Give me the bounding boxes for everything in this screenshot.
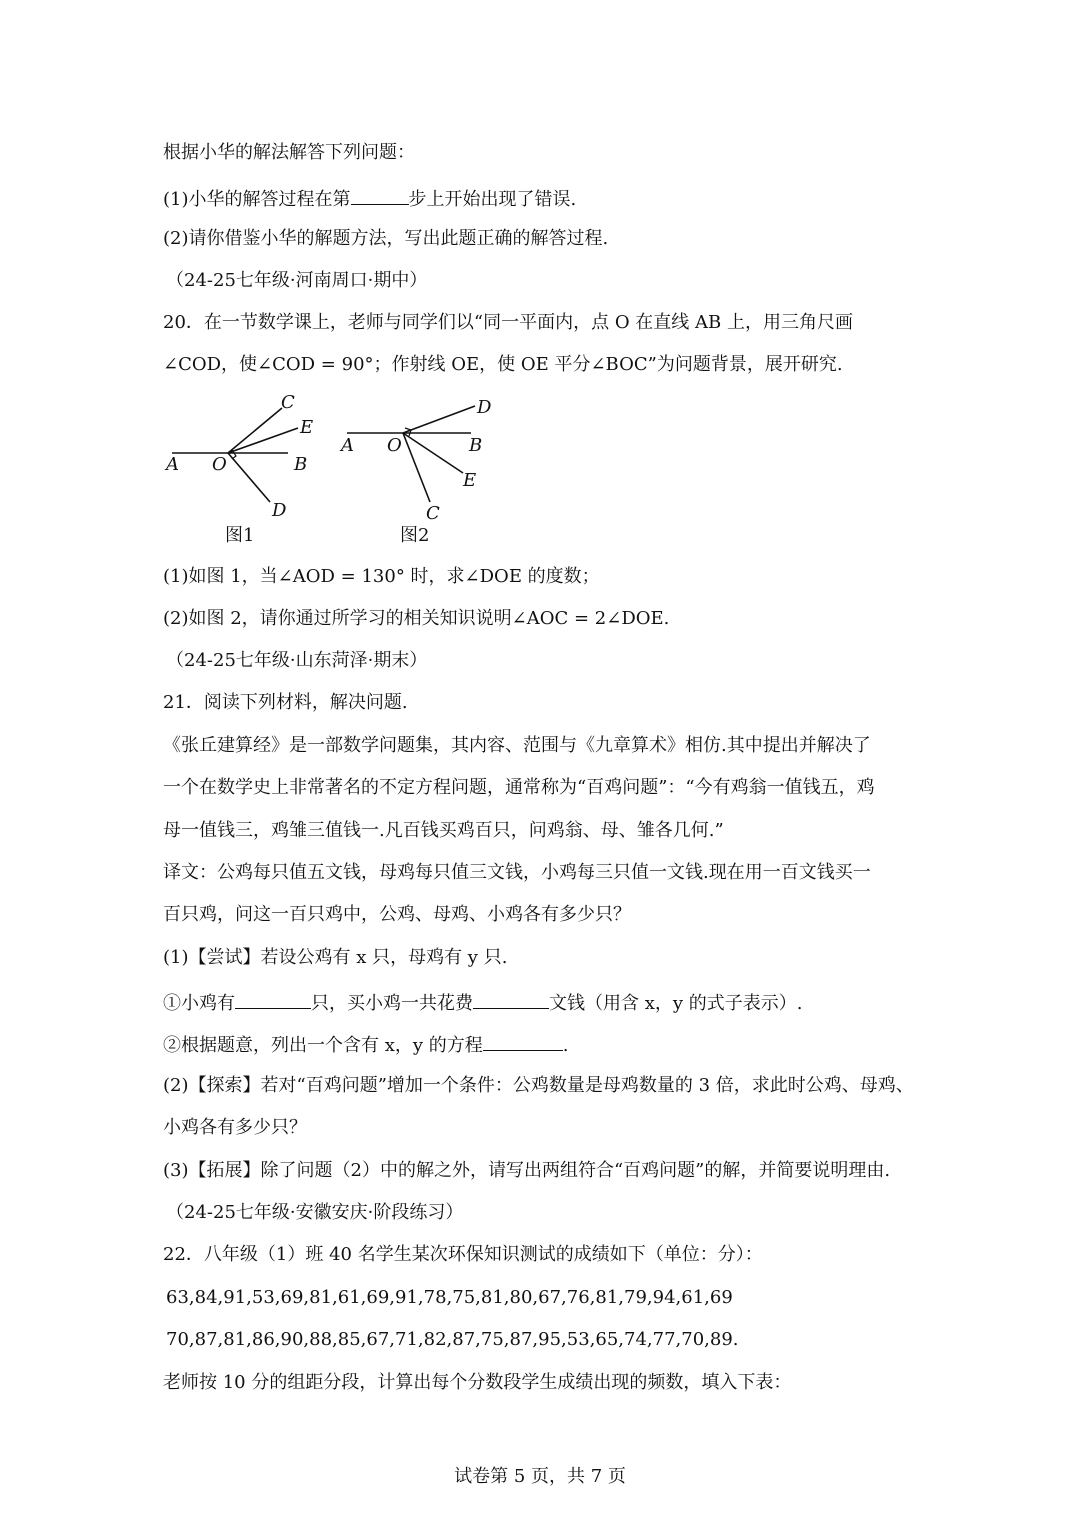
text-segment: 步上开始出现了错误. [408, 189, 577, 210]
text-line: 一个在数学史上非常著名的不定方程问题，通常称为“百鸡问题”：“今有鸡翁一值钱五，鸡 [163, 777, 875, 798]
question-20-part-2: (2)如图 2，请你通过所学习的相关知识说明∠AOC = 2∠DOE. [163, 608, 670, 629]
text-line: 译文：公鸡每只值五文钱，母鸡每只值三文钱，小鸡每三只值一文钱.现在用一百文钱买一 [163, 862, 871, 883]
question-21-part-1-sub-1 [163, 984, 943, 1018]
ray-od [228, 453, 270, 502]
question-20-stem-cont: ∠COD，使∠COD = 90°；作射线 OE，使 OE 平分∠BOC”为问题背景，展开研究. [163, 354, 843, 375]
text-line: 母一值钱三，鸡雏三值钱一.凡百钱买鸡百只，问鸡翁、母、雏各几何.” [163, 820, 724, 841]
point-label-c: C [281, 392, 295, 413]
text-segment: ①小鸡有 [163, 993, 235, 1014]
source-note: （24-25七年级·安徽安庆·阶段练习） [166, 1202, 464, 1223]
point-label-c: C [426, 503, 440, 524]
text-line: 老师按 10 分的组距分段，计算出每个分数段学生成绩出现的频数，填入下表： [163, 1372, 792, 1393]
question-21-part-1: (1)【尝试】若设公鸡有 x 只，母鸡有 y 只. [163, 947, 508, 968]
point-label-e: E [300, 417, 314, 438]
question-21-part-2: (2)【探索】若对“百鸡问题”增加一个条件：公鸡数量是母鸡数量的 3 倍，求此时公鸡、母鸡、 [163, 1075, 914, 1096]
text-line: 根据小华的解法解答下列问题： [163, 142, 415, 163]
text-segment: 只，买小鸡一共花费 [311, 993, 473, 1014]
text-segment: 文钱（用含 x，y 的式子表示）. [549, 993, 803, 1014]
point-label-d: D [272, 500, 287, 521]
question-21-part-1-sub-2 [163, 1026, 943, 1060]
ray-oe [228, 428, 298, 453]
question-20-stem: 20．在一节数学课上，老师与同学们以“同一平面内，点 O 在直线 AB 上，用三角尺画 [163, 312, 853, 333]
figure-2-caption: 图2 [400, 525, 430, 546]
ray-od [403, 406, 475, 433]
source-note: （24-25七年级·河南周口·期中） [166, 270, 428, 291]
point-label-e: E [463, 470, 477, 491]
question-21-part-3: (3)【拓展】除了问题（2）中的解之外，请写出两组符合“百鸡问题”的解，并简要说明理由. [163, 1160, 891, 1181]
text-line: 百只鸡，问这一百只鸡中，公鸡、母鸡、小鸡各有多少只？ [163, 904, 631, 925]
text-segment: ②根据题意，列出一个含有 x，y 的方程 [163, 1035, 483, 1056]
text-segment: . [562, 1035, 569, 1056]
answer-blank[interactable] [351, 180, 409, 205]
question-20-part-1: (1)如图 1，当∠AOD = 130° 时，求∠DOE 的度数； [163, 566, 600, 587]
answer-blank[interactable] [473, 984, 549, 1009]
text-line: 《张丘建算经》是一部数学问题集，其内容、范围与《九章算术》相仿.其中提出并解决了 [163, 735, 871, 756]
point-label-a: A [166, 454, 179, 475]
text-segment: (1)小华的解答过程在第 [163, 189, 351, 210]
page-footer: 试卷第 5 页，共 7 页 [454, 1466, 626, 1487]
point-label-o: O [387, 435, 402, 456]
score-data-row-2: 70,87,81,86,90,88,85,67,71,82,87,75,87,95,53,65,74,77,70,89. [166, 1329, 739, 1350]
answer-blank[interactable] [483, 1026, 563, 1051]
point-label-a: A [341, 435, 354, 456]
question-19-part-2: (2)请你借鉴小华的解题方法，写出此题正确的解答过程. [163, 228, 609, 249]
point-label-b: B [469, 435, 483, 456]
text-line: 小鸡各有多少只？ [163, 1117, 307, 1138]
figure-2 [335, 390, 525, 525]
question-22-stem: 22．八年级（1）班 40 名学生某次环保知识测试的成绩如下（单位：分）： [163, 1244, 763, 1265]
answer-blank[interactable] [235, 984, 311, 1009]
question-21-stem: 21．阅读下列材料，解决问题. [163, 692, 408, 713]
point-label-d: D [477, 397, 492, 418]
point-label-o: O [212, 454, 227, 475]
ray-oc [403, 433, 430, 502]
figure-1-caption: 图1 [225, 525, 255, 546]
ray-oc [228, 408, 282, 453]
question-19-part-1 [163, 180, 943, 214]
ray-oe [403, 433, 463, 473]
source-note: （24-25七年级·山东菏泽·期末） [166, 650, 428, 671]
point-label-b: B [294, 454, 308, 475]
score-data-row-1: 63,84,91,53,69,81,61,69,91,78,75,81,80,67,76,81,79,94,61,69 [166, 1287, 733, 1308]
figure-1 [160, 390, 340, 525]
